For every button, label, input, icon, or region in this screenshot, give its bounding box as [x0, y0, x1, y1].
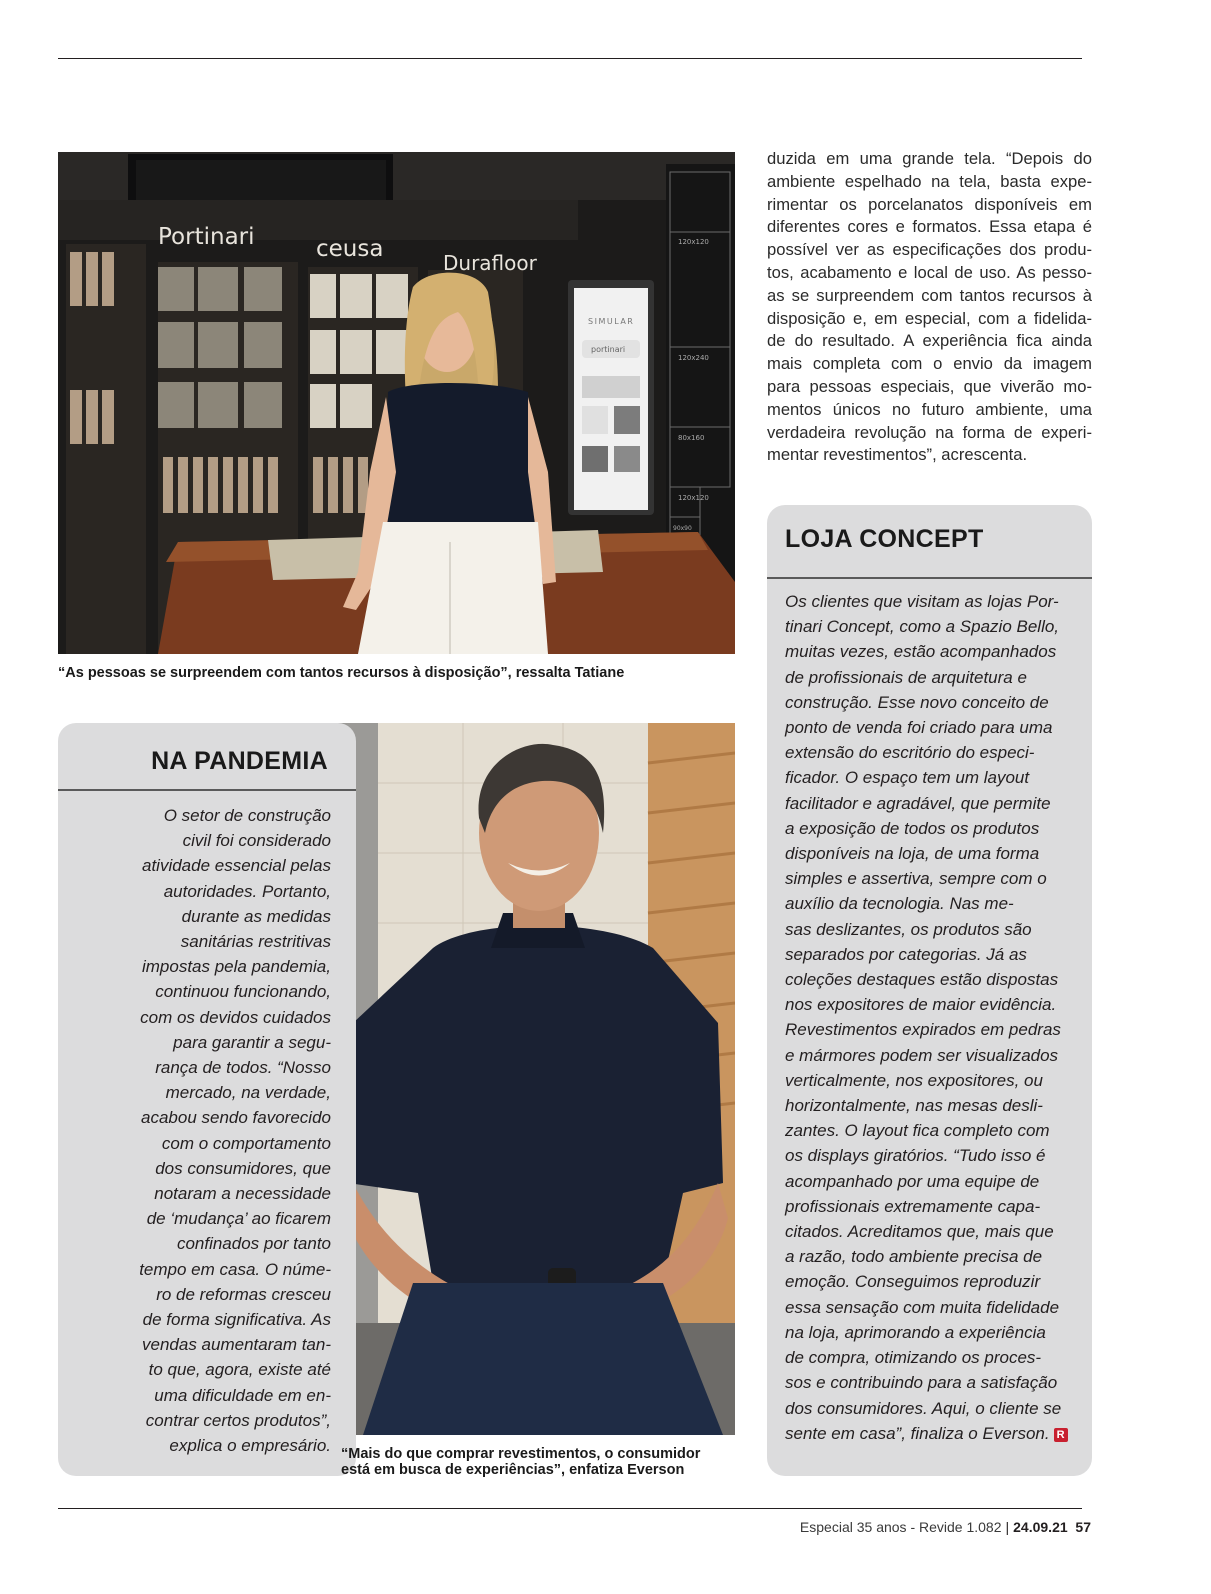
box-heading: LOJA CONCEPT	[785, 525, 984, 553]
text-line: separados por categorias. Já as	[785, 944, 1027, 964]
svg-text:80x160: 80x160	[678, 434, 705, 442]
text-line: a exposição de todos os produtos	[785, 818, 1040, 838]
text-line: na loja, aprimorando a experiência	[785, 1322, 1046, 1342]
text-line: com os devidos cuidados	[140, 1007, 331, 1027]
svg-text:portinari: portinari	[591, 345, 626, 354]
text-line: construção. Esse novo conceito de	[785, 692, 1049, 712]
text-line: coleções destaques estão dispostas	[785, 970, 1059, 990]
text-line: muitas vezes, estão acompanhados	[785, 642, 1057, 662]
article-continuation	[767, 148, 1092, 467]
text-line: to que, agora, existe até	[148, 1360, 331, 1380]
text-line: verticalmente, nos expositores, ou	[785, 1070, 1043, 1090]
text-line: auxílio da tecnologia. Nas me-	[785, 894, 1014, 914]
text-line: para pessoas especiais, que viverão mo-	[767, 376, 1092, 396]
text-line: extensão do escritório do especi-	[785, 743, 1035, 763]
text-line-content: sente em casa”, finaliza o Everson.	[785, 1423, 1050, 1443]
text-line: horizontalmente, nas mesas desli-	[785, 1096, 1043, 1116]
heading-divider	[767, 577, 1092, 579]
box-body	[785, 589, 1077, 1446]
text-line: verdadeira revolução na forma de experi-	[767, 422, 1092, 442]
text-line: de compra, otimizando os proces-	[785, 1348, 1042, 1368]
brand-logo: Durafloor	[443, 251, 537, 275]
showroom-photo	[58, 152, 735, 654]
issue-date: 24.09.21	[1013, 1519, 1068, 1535]
text-line: e mármores podem ser visualizados	[785, 1045, 1059, 1065]
text-line: ambiente espelhado na tela, basta expe-	[767, 171, 1092, 191]
box-heading: NA PANDEMIA	[151, 747, 328, 775]
text-line: disposição e, em especial, com a fidelida-	[767, 308, 1092, 328]
text-line: com o comportamento	[161, 1133, 331, 1153]
text-line: possível ver as especificações dos produ-	[767, 240, 1092, 260]
text-line: zantes. O layout fica completo com	[785, 1121, 1050, 1141]
text-line: simples e assertiva, sempre com o	[785, 869, 1047, 889]
end-of-article-icon: R	[1054, 1428, 1068, 1442]
text-line: atividade essencial pelas	[141, 856, 331, 876]
text-line: de do resultado. A experiência fica ainda	[767, 331, 1092, 351]
publication-name: Especial 35 anos - Revide 1.082	[799, 1519, 1002, 1535]
text-line: uma dificuldade em en-	[154, 1385, 331, 1405]
text-line: rimentar os porcelanatos disponíveis em	[767, 194, 1092, 214]
text-line: rança de todos. “Nosso	[155, 1058, 331, 1078]
text-line: ro de reformas cresceu	[156, 1284, 331, 1304]
text-line: notaram a necessidade	[154, 1184, 331, 1204]
text-line: vendas aumentaram tan-	[142, 1335, 331, 1355]
text-line: tinari Concept, como a Spazio Bello,	[785, 617, 1060, 637]
box-body	[61, 803, 331, 1458]
heading-divider	[58, 789, 356, 791]
text-line: dos consumidores. Aqui, o cliente se	[785, 1398, 1062, 1418]
text-line: sos e contribuindo para a satisfação	[785, 1373, 1058, 1393]
text-line: de forma significativa. As	[142, 1310, 331, 1330]
text-line: os displays giratórios. “Tudo isso é	[785, 1146, 1046, 1166]
text-line: dos consumidores, que	[155, 1158, 331, 1178]
photo-caption	[341, 1446, 735, 1478]
text-line: disponíveis na loja, de uma forma	[785, 844, 1040, 864]
kiosk-title: SIMULAR	[588, 317, 635, 326]
text-line: duzida em uma grande tela. “Depois do	[767, 149, 1092, 168]
text-line: nos expositores de maior evidência.	[785, 995, 1057, 1015]
page-footer: Especial 35 anos - Revide 1.082 | 24.09.21 57	[799, 1519, 1091, 1535]
text-line: essa sensação com muita fidelidade	[785, 1297, 1060, 1317]
text-line: sas deslizantes, os produtos são	[785, 919, 1032, 939]
text-line: explica o empresário.	[169, 1436, 331, 1456]
text-line: impostas pela pandemia,	[141, 957, 331, 977]
top-rule	[58, 58, 1082, 59]
text-line: contrar certos produtos”,	[145, 1410, 331, 1430]
text-line: O setor de construção	[163, 806, 331, 825]
text-line: civil foi considerado	[182, 831, 331, 851]
svg-text:120x120: 120x120	[678, 494, 709, 502]
text-line: durante as medidas	[181, 906, 331, 926]
text-line: mentar revestimentos”, acrescenta.	[767, 445, 1028, 465]
text-line: a razão, todo ambiente precisa de	[785, 1247, 1043, 1267]
text-line: Revestimentos expirados em pedras	[785, 1020, 1061, 1040]
text-line: de ‘mudança’ ao ficarem	[146, 1209, 331, 1229]
text-line: citados. Acreditamos que, mais que	[785, 1222, 1054, 1242]
text-line: continuou funcionando,	[155, 982, 331, 1002]
text-line: diferentes cores e formatos. Essa etapa é	[767, 217, 1092, 237]
caption-line: está em busca de experiências”, enfatiza Everson	[341, 1462, 685, 1478]
photo-caption: “As pessoas se surpreendem com tantos recursos à disposição”, ressalta Tatiane	[58, 665, 625, 681]
text-line: sanitárias restritivas	[180, 932, 331, 952]
text-line: as se surpreendem com tantos recursos à	[767, 285, 1092, 305]
text-line	[785, 1421, 1077, 1446]
text-line: acompanhado por uma equipe de	[785, 1171, 1040, 1191]
sidebar-box-na-pandemia	[58, 723, 356, 1476]
text-line: facilitador e agradável, que permite	[785, 793, 1051, 813]
brand-logo: Portinari	[158, 224, 255, 250]
svg-text:90x90: 90x90	[673, 525, 692, 532]
text-line: acabou sendo favorecido	[141, 1108, 331, 1128]
bottom-rule	[58, 1508, 1082, 1509]
text-line: profissionais extremamente capa-	[785, 1196, 1041, 1216]
text-line: para garantir a segu-	[173, 1032, 331, 1052]
text-line: de profissionais de arquitetura e	[785, 667, 1027, 687]
text-line: Os clientes que visitam as lojas Por-	[785, 592, 1059, 611]
text-line: mentos únicos no futuro ambiente, uma	[767, 399, 1092, 419]
text-line: emoção. Conseguimos reproduzir	[785, 1272, 1041, 1292]
svg-text:120x120: 120x120	[678, 238, 709, 246]
brand-logo: ceusa	[316, 236, 384, 262]
text-line: mais completa com o envio da imagem	[767, 354, 1092, 374]
svg-text:120x240: 120x240	[678, 354, 709, 362]
caption-line: “Mais do que comprar revestimentos, o consumidor	[341, 1446, 701, 1462]
text-line: tos, acabamento e local de uso. As pesso-	[767, 262, 1092, 282]
text-line: ficador. O espaço tem um layout	[785, 768, 1030, 788]
text-line: tempo em casa. O núme-	[139, 1259, 331, 1279]
text-line: autoridades. Portanto,	[163, 881, 331, 901]
portrait-photo	[323, 723, 735, 1435]
page-number: 57	[1075, 1519, 1091, 1535]
sidebar-box-loja-concept	[767, 505, 1092, 1476]
text-line: mercado, na verdade,	[165, 1083, 331, 1103]
text-line: ponto de venda foi criado para uma	[785, 718, 1053, 738]
text-line: confinados por tanto	[176, 1234, 331, 1254]
